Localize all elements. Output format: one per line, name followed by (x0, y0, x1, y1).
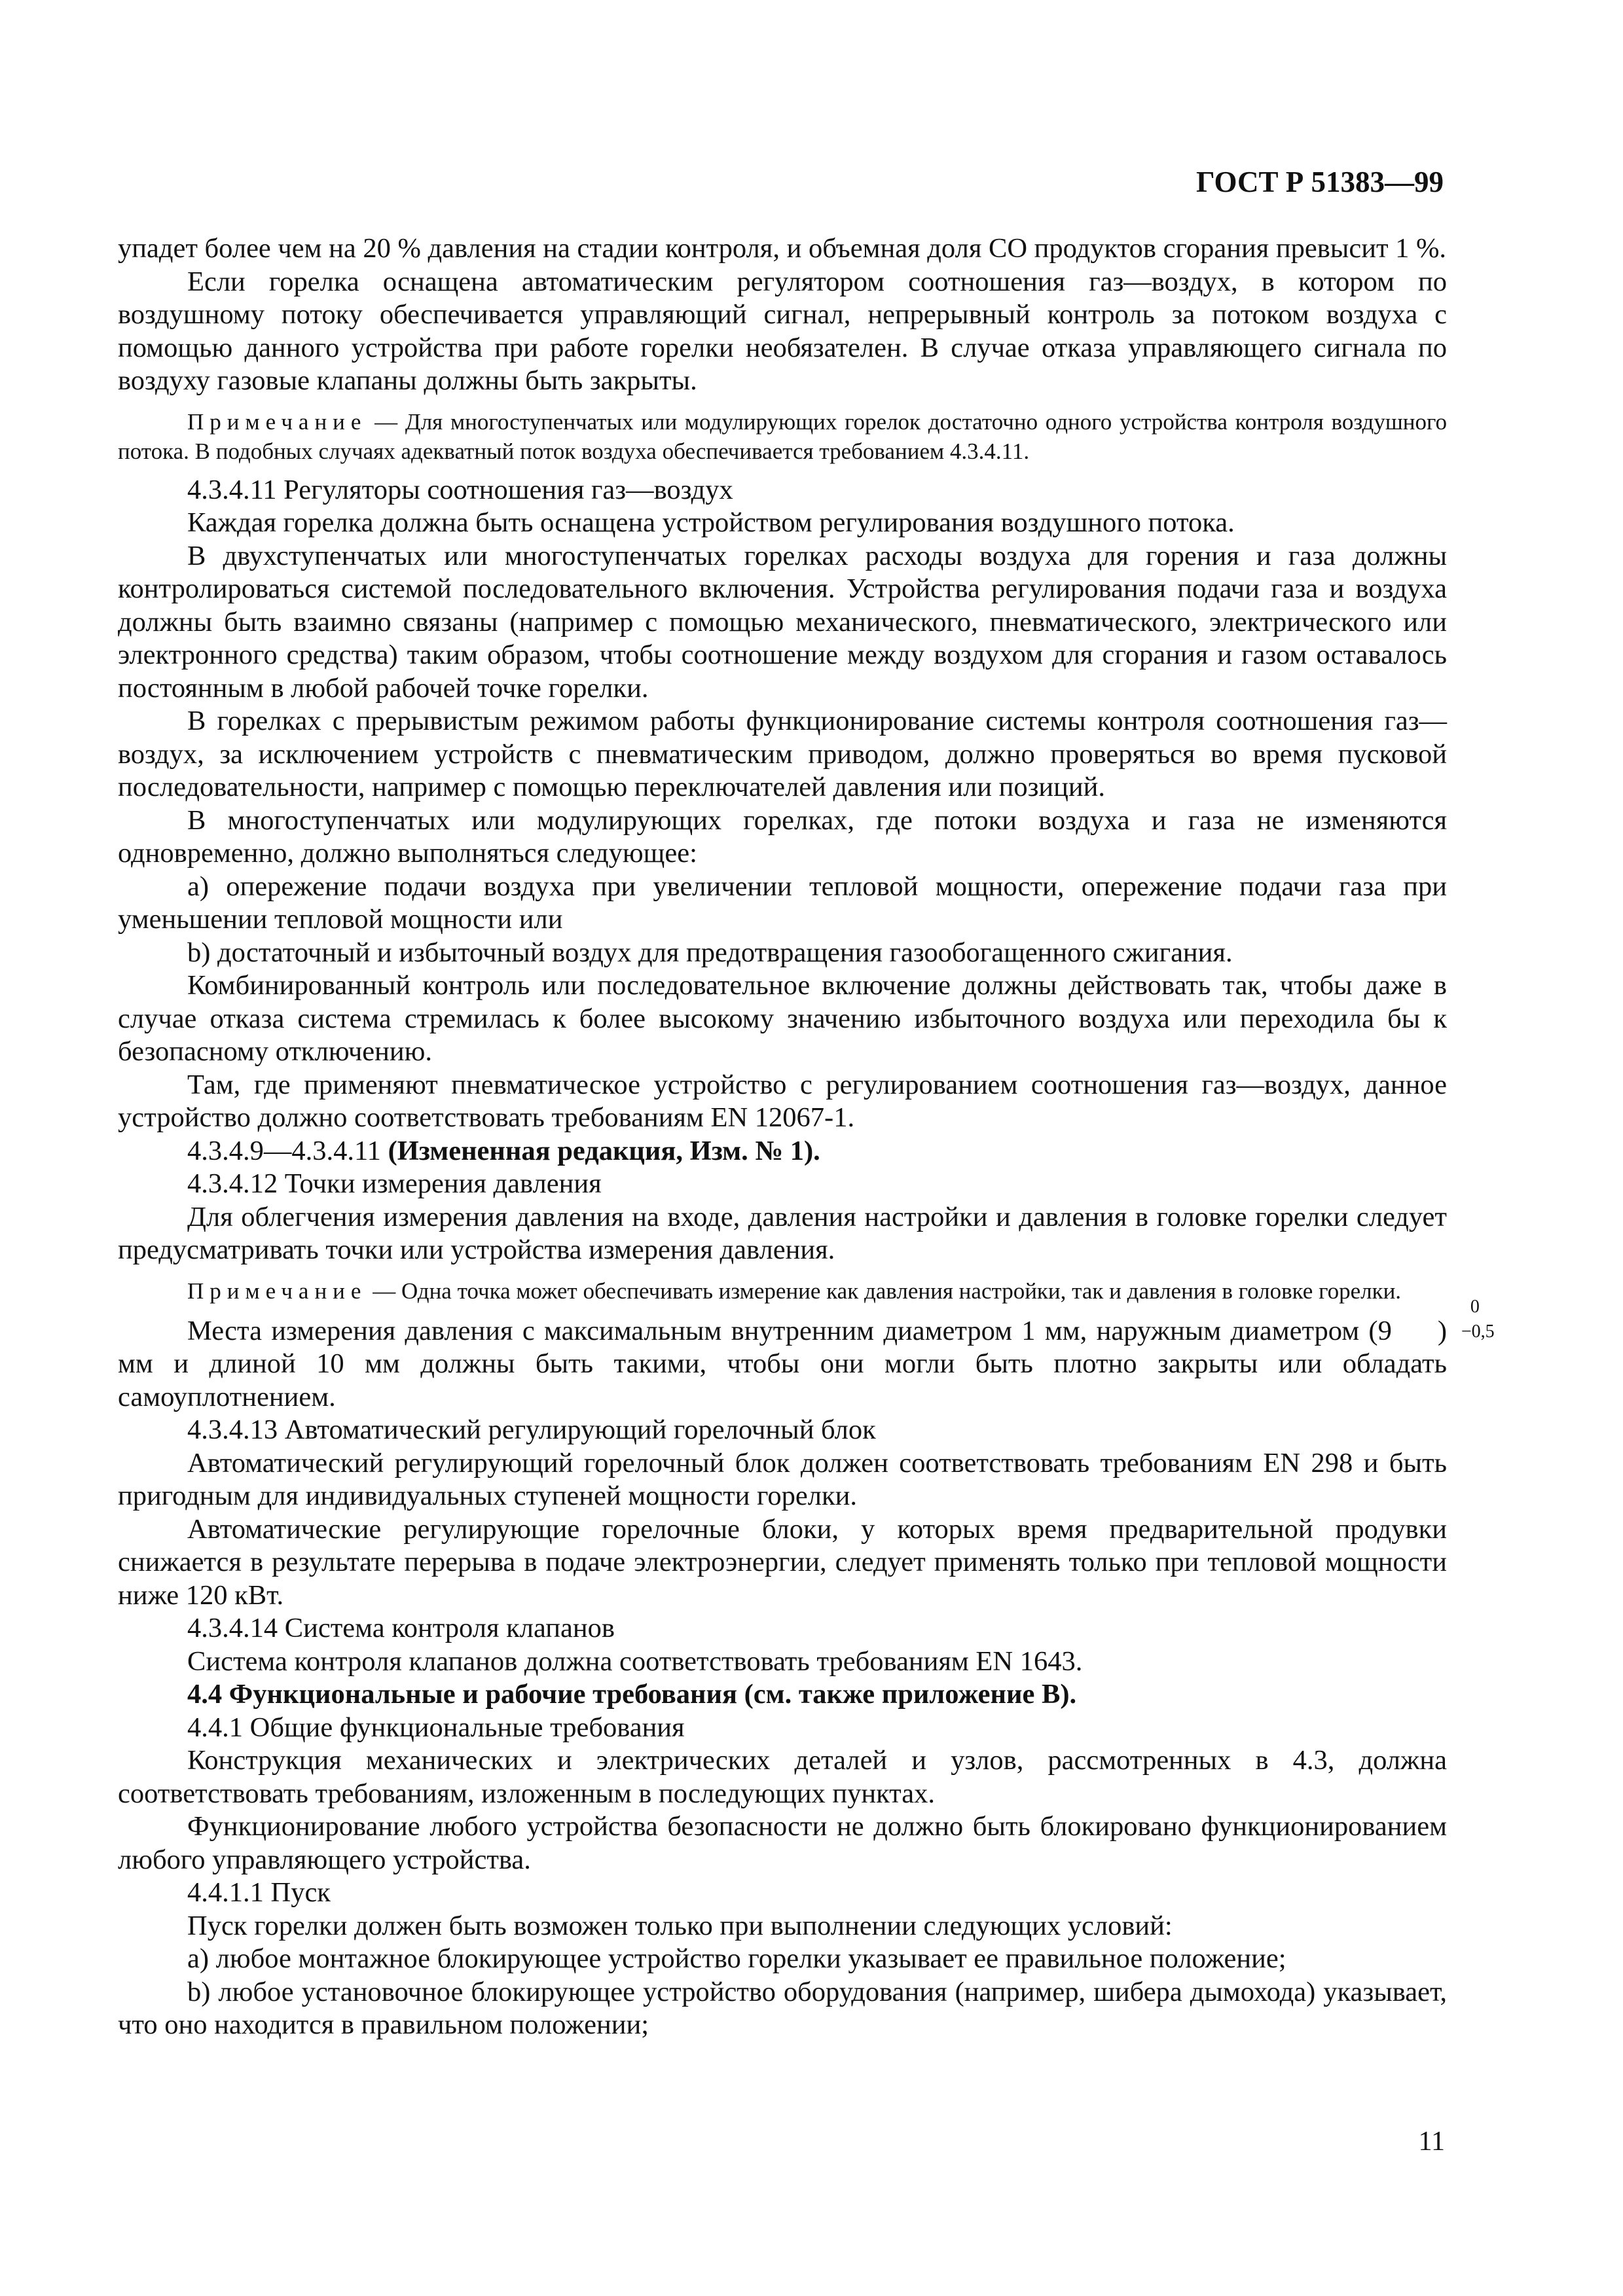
list-item: a) любое монтажное блокирующее устройство горелки указывает ее правильное положение; (187, 1943, 1286, 1974)
paragraph: Для облегчения измерения давления на входе, давления настройки и давления в головке горелки следует предусматривать точки или устройства измерения давления. (118, 1201, 1447, 1265)
paragraph (118, 1296, 1495, 1414)
section-heading: 4.4.1 Общие функциональные требования (187, 1712, 685, 1743)
paragraph-text: ) мм и длиной 10 мм должны быть такими, чтобы они могли быть плотно закрыты или обладать самоуплотнением. (118, 1315, 1447, 1412)
note-label: Примечание (187, 408, 367, 435)
paragraph: Комбинированный контроль или последовательное включение должны действовать так, чтобы даже в случае отказа система стремилась к более высокому значению избыточного воздуха или переходила бы к безопасному отключению. (118, 970, 1447, 1067)
list-item: b) достаточный и избыточный воздух для предотвращения газообогащенного сжигания. (187, 937, 1233, 968)
section-heading: 4.4.1.1 Пуск (187, 1877, 331, 1908)
section-heading: 4.3.4.13 Автоматический регулирующий горелочный блок (187, 1414, 876, 1445)
standard-header: ГОСТ Р 51383—99 (1195, 166, 1444, 198)
paragraph: упадет более чем на 20 % давления на стадии контроля, и объемная доля CO продуктов сгорания превысит 1 %. (118, 233, 1447, 264)
list-item: b) любое установочное блокирующее устройство оборудования (например, шибера дымохода) указывает, что оно находится в правильном положении; (118, 1976, 1447, 2040)
note (118, 407, 1447, 466)
note (118, 1276, 1447, 1306)
note-label: Примечание (187, 1278, 367, 1304)
section-heading: 4.3.4.14 Система контроля клапанов (187, 1613, 615, 1643)
paragraph: Автоматический регулирующий горелочный блок должен соответствовать требованиям EN 298 и быть пригодным для индивидуальных ступеней мощности горелки. (118, 1447, 1447, 1511)
paragraph: Автоматические регулирующие горелочные блоки, у которых время предварительной продувки снижается в результате перерыва в подаче электроэнергии, следует применять только при тепловой мощности ниже 120 кВт. (118, 1513, 1447, 1611)
list-item: a) опережение подачи воздуха при увеличении тепловой мощности, опережение подачи газа при уменьшении тепловой мощности или (118, 870, 1447, 935)
paragraph: Пуск горелки должен быть возможен только при выполнении следующих условий: (187, 1910, 1173, 1941)
paragraph: Функционирование любого устройства безопасности не должно быть блокировано функционированием любого управляющего устройства. (118, 1811, 1447, 1875)
section-heading: 4.3.4.11 Регуляторы соотношения газ—воздух (187, 474, 733, 505)
amendment-range: 4.3.4.9—4.3.4.11 (187, 1135, 388, 1166)
page-number: 11 (1418, 2126, 1445, 2157)
amendment-note (118, 1135, 1447, 1168)
note-text: — Для многоступенчатых или модулирующих горелок достаточно одного устройства контроля воздушного потока. В подобных случаях адекватный поток воздуха обеспечивается требованием 4.3.4.11. (118, 408, 1447, 464)
tolerance-lower: −0,5 (1461, 1321, 1495, 1342)
paragraph-text: Места измерения давления с максимальным внутренним диаметром 1 мм, наружным диаметром (9 (187, 1315, 1392, 1346)
paragraph: Конструкция механических и электрических деталей и узлов, рассмотренных в 4.3, должна соответствовать требованиям, изложенным в последующих пунктах. (118, 1745, 1447, 1809)
note-text: — Одна точка может обеспечивать измерение как давления настройки, так и давления в головке горелки. (367, 1278, 1402, 1304)
paragraph: В многоступенчатых или модулирующих горелках, где потоки воздуха и газа не изменяются одновременно, должно выполняться следующее: (118, 804, 1447, 869)
paragraph: Там, где применяют пневматическое устройство с регулированием соотношения газ—воздух, данное устройство должно соответствовать требованиям EN 12067-1. (118, 1069, 1447, 1133)
amendment-text: (Измененная редакция, Изм. № 1). (388, 1135, 820, 1166)
paragraph: Система контроля клапанов должна соответствовать требованиям EN 1643. (187, 1645, 1083, 1677)
paragraph: Если горелка оснащена автоматическим регулятором соотношения газ—воздух, в котором по воздушному потоку обеспечивается управляющий сигнал, непрерывный контроль за потоком воздуха с помощью данного устройства при работе горелки необязателен. В случае отказа управляющего сигнала по воздуху газовые клапаны должны быть закрыты. (118, 266, 1447, 396)
tolerance-upper: 0 (1470, 1296, 1480, 1317)
section-heading-bold: 4.4 Функциональные и рабочие требования (см. также приложение В). (187, 1679, 1077, 1710)
section-heading: 4.3.4.12 Точки измерения давления (187, 1168, 602, 1199)
paragraph: В горелках с прерывистым режимом работы функционирование системы контроля соотношения газ—воздух, за исключением устройств с пневматическим приводом, должно проверяться во время пусковой последовательности, например с помощью переключателей давления или позиций. (118, 706, 1447, 802)
paragraph: В двухступенчатых или многоступенчатых горелках расходы воздуха для горения и газа должны контролироваться системой последовательного включения. Устройства регулирования подачи газа и воздуха должны быть взаимно связаны (например с помощью механического, пневматического, электрического или электронного средства) таким образом, чтобы соотношение между воздухом для сгорания и газом оставалось постоянным в любой рабочей точке горелки. (118, 540, 1447, 704)
tolerance (1392, 1296, 1495, 1342)
body-text (118, 232, 1495, 2042)
paragraph: Каждая горелка должна быть оснащена устройством регулирования воздушного потока. (187, 507, 1235, 538)
